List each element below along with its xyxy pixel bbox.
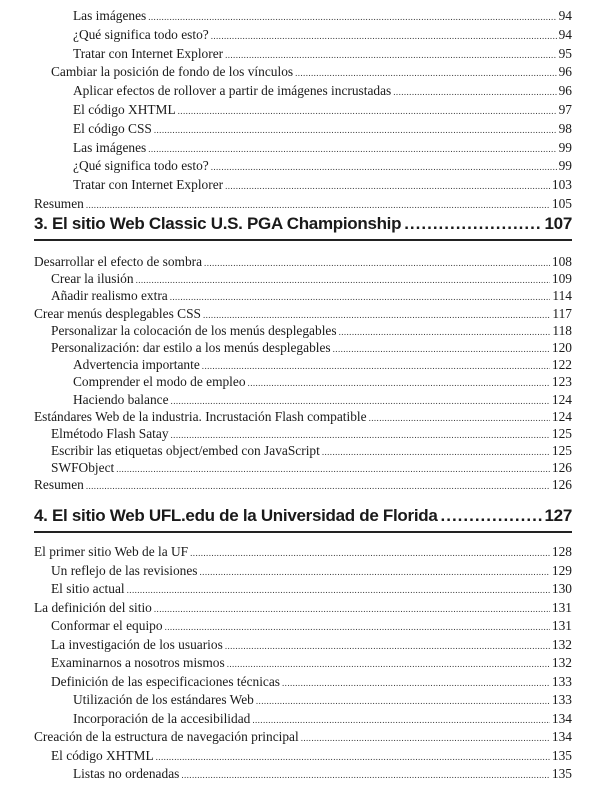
entry-title: Resumen — [34, 195, 84, 211]
entry-page: 122 — [551, 357, 572, 373]
entry-page: 109 — [551, 271, 572, 287]
entry-page: 95 — [558, 45, 572, 61]
entry-title: El sitio actual — [51, 581, 125, 596]
entry-title: Definición de las especificaciones técnicas — [51, 673, 281, 689]
toc-entry[interactable] — [34, 101, 572, 120]
entry-title: Las imágenes — [73, 8, 147, 23]
toc-entry[interactable] — [34, 139, 572, 158]
toc-entry[interactable] — [34, 747, 572, 766]
toc-entry[interactable] — [34, 26, 572, 45]
chapter-title: 3. El sitio Web Classic U.S. PGA Championship — [34, 214, 402, 233]
dot-leader — [178, 102, 557, 121]
entry-page: 133 — [551, 692, 572, 707]
entry-title: Personalizar la colocación de los menús desplegables — [51, 322, 337, 338]
dot-leader — [211, 158, 557, 177]
toc-entry[interactable] — [34, 120, 572, 139]
entry-page: 125 — [551, 443, 572, 459]
entry-title: Resumen — [34, 477, 84, 493]
dot-leader — [295, 64, 557, 83]
entry-title: Escribir las etiquetas object/embed con JavaScript — [51, 443, 320, 459]
entry-page: 132 — [551, 636, 572, 652]
dot-leader — [256, 692, 550, 711]
entry-page: 134 — [551, 729, 572, 744]
dot-leader — [156, 748, 550, 767]
toc-entry[interactable] — [34, 617, 572, 636]
entry-page: 133 — [551, 673, 572, 689]
entry-page: 114 — [552, 288, 572, 304]
entry-page: 103 — [551, 177, 572, 193]
dot-leader — [339, 324, 551, 341]
toc-entry[interactable] — [34, 580, 572, 599]
entry-page: 94 — [558, 26, 572, 42]
entry-page: 97 — [558, 101, 572, 117]
dot-leader — [148, 140, 556, 159]
dot-leader — [225, 637, 550, 656]
chapter-4-heading[interactable] — [34, 506, 572, 533]
entry-title: Tratar con Internet Explorer — [73, 45, 224, 61]
entry-page: 94 — [558, 8, 572, 23]
dot-leader — [301, 729, 550, 748]
entry-title: La investigación de los usuarios — [51, 636, 223, 652]
entry-page: 105 — [551, 195, 572, 211]
entry-page: 99 — [558, 158, 572, 174]
toc-entry[interactable] — [34, 654, 572, 673]
entry-title: Elmétodo Flash Satay — [51, 425, 169, 441]
entry-page: 120 — [551, 339, 572, 355]
dot-leader — [200, 563, 550, 582]
chapter-3-entries — [34, 253, 572, 494]
dot-leader — [181, 766, 550, 785]
entry-title: Crear menús desplegables CSS — [34, 305, 201, 321]
entry-page: 125 — [551, 425, 572, 441]
entry-page: 98 — [558, 120, 572, 136]
toc-entry[interactable] — [34, 673, 572, 692]
toc-entry[interactable] — [34, 157, 572, 176]
chapter-title: 4. El sitio Web UFL.edu de la Universidad de Florida — [34, 506, 438, 525]
toc-entry[interactable] — [34, 476, 572, 493]
toc-entry[interactable] — [34, 195, 572, 214]
dot-leader — [154, 121, 557, 140]
entry-title: Crear la ilusión — [51, 271, 134, 287]
toc-continued-section — [34, 7, 572, 214]
entry-title: Incorporación de la accesibilidad — [73, 710, 251, 726]
toc-entry[interactable] — [34, 562, 572, 581]
toc-entry[interactable] — [34, 305, 572, 322]
chapter-page: 127 — [544, 506, 572, 525]
entry-title: Las imágenes — [73, 139, 147, 155]
entry-title: ¿Qué significa todo esto? — [73, 26, 209, 42]
dot-leader — [204, 255, 550, 272]
chapter-3-heading[interactable] — [34, 214, 572, 241]
entry-title: Creación de la estructura de navegación principal — [34, 729, 299, 744]
dot-leader — [165, 618, 550, 637]
toc-entry[interactable] — [34, 408, 572, 425]
dot-leader — [202, 358, 550, 375]
toc-entry[interactable] — [34, 543, 572, 562]
toc-entry[interactable] — [34, 7, 572, 26]
toc-entry[interactable] — [34, 691, 572, 710]
dot-leader — [211, 27, 557, 46]
entry-title: El código XHTML — [73, 101, 176, 117]
dot-leader — [116, 461, 550, 478]
entry-title: El primer sitio Web de la UF — [34, 544, 189, 559]
entry-title: Listas no ordenadas — [73, 766, 180, 781]
dot-leader — [369, 410, 550, 427]
dot-leader — [404, 214, 541, 234]
dot-leader — [148, 8, 556, 27]
toc-entry[interactable] — [34, 270, 572, 287]
entry-title: Examinarnos a nosotros mismos — [51, 655, 225, 670]
toc-entry[interactable] — [34, 425, 572, 442]
entry-title: Estándares Web de la industria. Incrustación Flash compatible — [34, 408, 367, 424]
dot-leader — [154, 600, 550, 619]
entry-page: 96 — [558, 83, 572, 99]
entry-page: 118 — [552, 322, 572, 338]
entry-title: Tratar con Internet Explorer — [73, 177, 224, 193]
toc-entry[interactable] — [34, 391, 572, 408]
entry-page: 134 — [551, 710, 572, 726]
dot-leader — [225, 46, 557, 65]
entry-page: 124 — [551, 408, 572, 424]
entry-title: Conformar el equipo — [51, 618, 163, 633]
dot-leader — [170, 289, 551, 306]
entry-title: ¿Qué significa todo esto? — [73, 158, 209, 174]
entry-title: Un reflejo de las revisiones — [51, 562, 198, 578]
toc-entry[interactable] — [34, 599, 572, 618]
entry-title: El código CSS — [73, 120, 152, 136]
dot-leader — [227, 655, 550, 674]
entry-page: 99 — [558, 139, 572, 155]
entry-page: 130 — [551, 581, 572, 596]
dot-leader — [86, 478, 550, 495]
dot-leader — [136, 272, 550, 289]
entry-page: 124 — [551, 391, 572, 407]
dot-leader — [322, 444, 550, 461]
dot-leader — [248, 375, 550, 392]
dot-leader — [86, 196, 550, 215]
dot-leader — [441, 506, 542, 526]
toc-entry[interactable] — [34, 63, 572, 82]
entry-title: Comprender el modo de empleo — [73, 374, 246, 390]
entry-title: Advertencia importante — [73, 357, 200, 373]
chapter-page: 107 — [544, 214, 572, 233]
entry-title: Haciendo balance — [73, 391, 169, 407]
toc-entry[interactable] — [34, 710, 572, 729]
entry-page: 126 — [551, 477, 572, 493]
dot-leader — [190, 544, 550, 563]
entry-title: SWFObject — [51, 460, 115, 476]
entry-title: Utilización de los estándares Web — [73, 692, 254, 707]
entry-title: El código XHTML — [51, 747, 154, 763]
dot-leader — [127, 581, 550, 600]
entry-title: Aplicar efectos de rollover a partir de imágenes incrustadas — [73, 83, 392, 99]
toc-entry[interactable] — [34, 728, 572, 747]
entry-page: 129 — [551, 562, 572, 578]
entry-page: 108 — [551, 254, 572, 269]
dot-leader — [333, 341, 550, 358]
entry-page: 128 — [551, 544, 572, 559]
toc-entry[interactable] — [34, 253, 572, 270]
entry-page: 131 — [551, 618, 572, 633]
toc-entry[interactable] — [34, 356, 572, 373]
dot-leader — [282, 674, 550, 693]
entry-page: 131 — [551, 599, 572, 615]
toc-entry[interactable] — [34, 636, 572, 655]
dot-leader — [393, 83, 556, 102]
chapter-4-entries — [34, 543, 572, 784]
entry-page: 123 — [551, 374, 572, 390]
entry-title: Personalización: dar estilo a los menús desplegables — [51, 339, 331, 355]
toc-entry[interactable] — [34, 82, 572, 101]
toc-entry[interactable] — [34, 442, 572, 459]
entry-page: 117 — [552, 305, 572, 321]
toc-entry[interactable] — [34, 322, 572, 339]
entry-title: Añadir realismo extra — [51, 288, 168, 304]
entry-page: 96 — [558, 64, 572, 80]
entry-title: La definición del sitio — [34, 599, 152, 615]
entry-page: 132 — [551, 655, 572, 670]
toc-entry[interactable] — [34, 459, 572, 476]
entry-page: 126 — [551, 460, 572, 476]
toc-entry[interactable] — [34, 373, 572, 390]
entry-page: 135 — [551, 747, 572, 763]
dot-leader — [225, 177, 550, 196]
dot-leader — [252, 711, 550, 730]
toc-entry[interactable] — [34, 45, 572, 64]
toc-entry[interactable] — [34, 287, 572, 304]
entry-title: Cambiar la posición de fondo de los vínculos — [51, 64, 294, 80]
entry-title: Desarrollar el efecto de sombra — [34, 254, 203, 269]
entry-page: 135 — [551, 766, 572, 781]
toc-entry[interactable] — [34, 339, 572, 356]
toc-entry[interactable] — [34, 765, 572, 784]
toc-entry[interactable] — [34, 176, 572, 195]
